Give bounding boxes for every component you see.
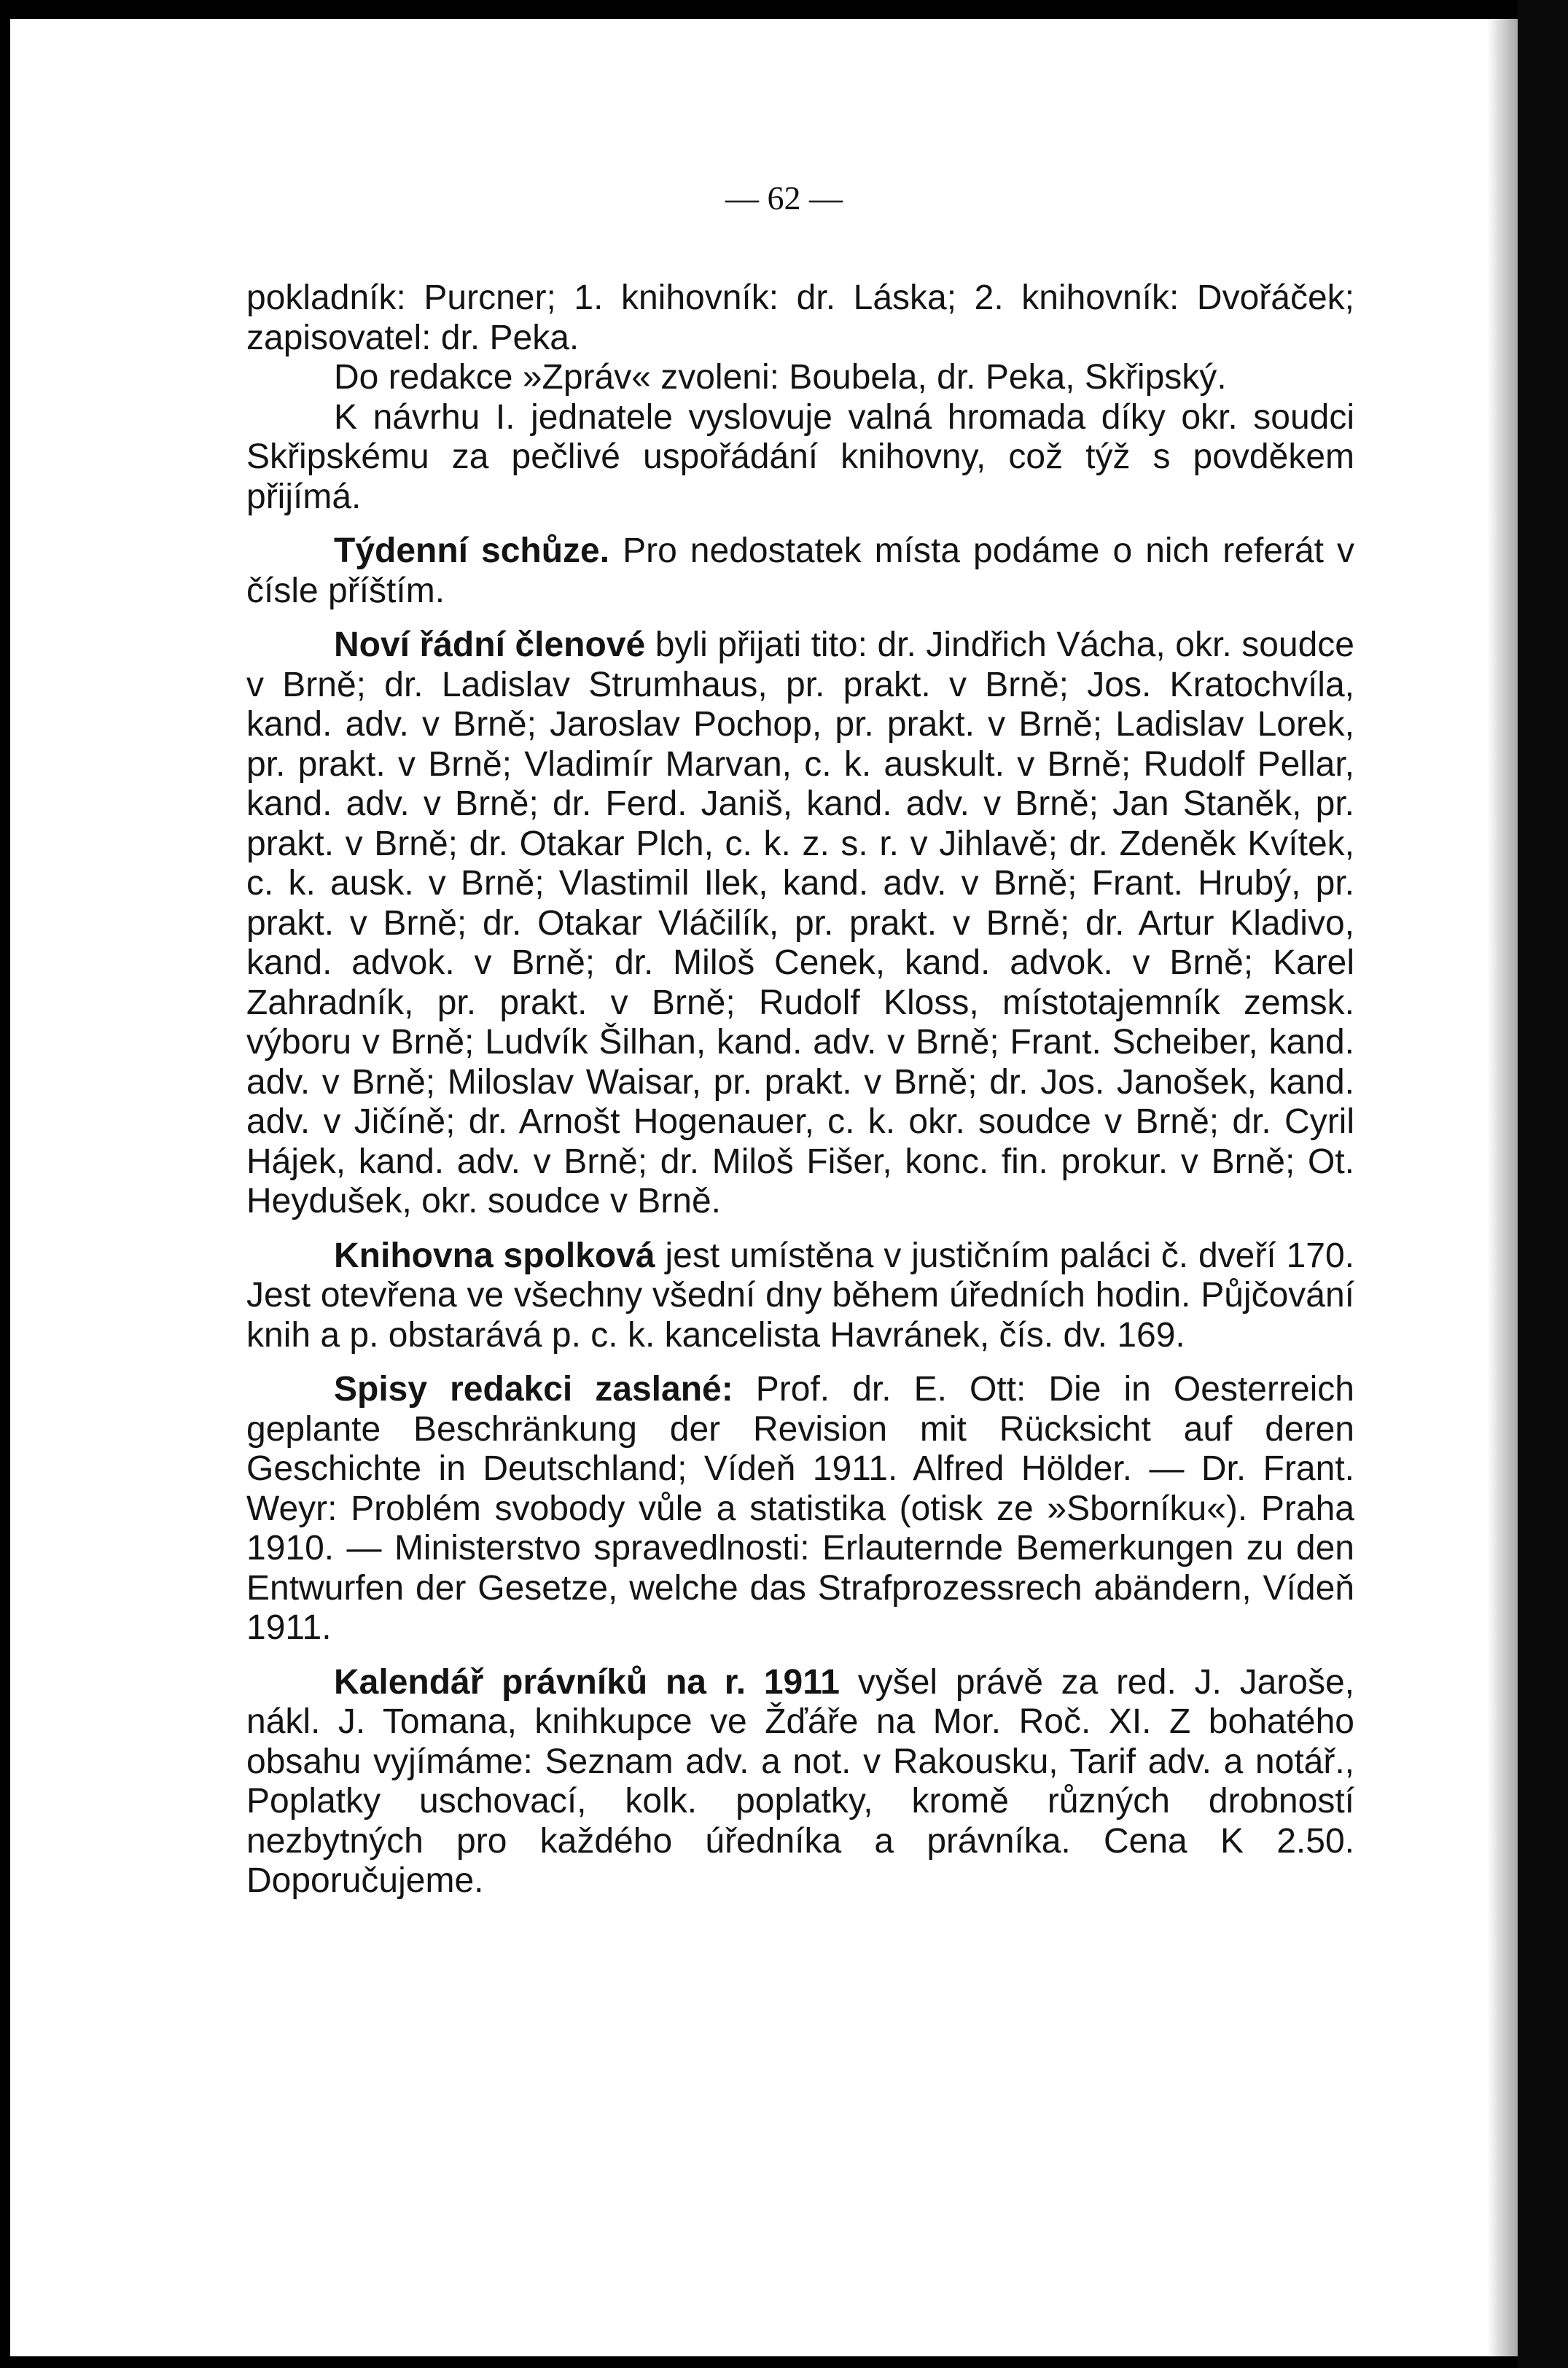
paragraph-new-members xyxy=(246,626,1354,1222)
scan-border xyxy=(1518,0,1568,2368)
library-heading: Knihovna spolková xyxy=(334,1236,655,1275)
lawyers-calendar-heading: Kalendář právníků na r. 1911 xyxy=(334,1662,840,1702)
paragraph-editorial-board: Do redakce »Zpráv« zvoleni: Boubela, dr. Peka, Skřipský. xyxy=(334,358,1227,397)
new-members-text: byli přijati tito: dr. Jindřich Vácha, okr. soudce v Brně; dr. Ladislav Strumhaus, pr. prakt. v Brně; Jos. Kratochvíla, kand. adv. v Brně; Jaroslav Pochop, pr. prakt. v Brně; Ladislav Lorek, pr. prakt. v Brně; Vladimír Marvan, c. k. auskult. v Brně; Rudolf Pellar, kand. adv. v Brně; dr. Ferd. Janiš, kand. adv. v Brně; Jan Staněk, pr. prakt. v Brně; dr. Otakar Plch, c. k. z. s. r. v Jihlavě; dr. Zdeněk Kvítek, c. k. ausk. v Brně; Vlastimil Ilek, kand. adv. v Brně; Frant. Hrubý, pr. prakt. v Brně; dr. Otakar Vláčilík, pr. prakt. v Brně; dr. Artur Kladivo, kand. advok. v Brně; dr. Miloš Cenek, kand. advok. v Brně; Karel Zahradník, pr. prakt. v Brně; Rudolf Kloss, místotajemník zemsk. výboru v Brně; Ludvík Šilhan, kand. adv. v Brně; Frant. Scheiber, kand. adv. v Brně; Miloslav Waisar, pr. prakt. v Brně; dr. Jos. Janošek, kand. adv. v Jičíně; dr. Arnošt Hogenauer, c. k. okr. soudce v Brně; dr. Cyril Hájek, kand. adv. v Brně; dr. Miloš Fišer, konc. fin. prokur. v Brně; Ot. Heydušek, okr. soudce v Brně. xyxy=(246,626,1355,1220)
paragraph-thanks: K návrhu I. jednatele vyslovuje valná hromada díky okr. soudci Skřipskému za pečlivé uspořádání knihovny, což týž s povděkem přijímá. xyxy=(246,397,1354,516)
page-gutter-shadow xyxy=(1487,19,1518,2356)
lawyers-calendar-text: vyšel právě za red. J. Jaroše, nákl. J. Tomana, knihkupce ve Žďáře na Mor. Roč. XI. Z bohatého obsahu vyjímáme: Seznam adv. a not. v Rakousku, Tarif adv. a notář., Poplatky uschovací, kolk. poplatky, kromě různých drobností nezbytných pro každého úředníka a právníka. Cena K 2.50. Doporučujeme. xyxy=(246,1662,1355,1900)
paragraph-weekly-meetings xyxy=(246,531,1354,611)
library-text: jest umístěna v justičním paláci č. dveří 170. Jest otevřena ve všechny všední dny během úředních hodin. Půjčování knih a p. obstarává p. c. k. kancelista Havránek, čís. dv. 169. xyxy=(246,1236,1354,1355)
weekly-meetings-text: Pro nedostatek místa podáme o nich referát v čísle příštím. xyxy=(246,531,1355,610)
page-number: — 62 — xyxy=(725,179,843,217)
weekly-meetings-heading: Týdenní schůze. xyxy=(334,531,610,570)
new-members-heading: Noví řádní členové xyxy=(334,626,646,664)
received-publications-heading: Spisy redakci zaslané: xyxy=(334,1370,733,1409)
page-body xyxy=(246,279,1354,1901)
paragraph-lawyers-calendar xyxy=(246,1663,1354,1901)
paragraph-received-publications xyxy=(246,1370,1354,1648)
paragraph-library xyxy=(246,1236,1354,1356)
received-publications-text: Prof. dr. E. Ott: Die in Oesterreich geplante Beschränkung der Revision mit Rücksicht auf deren Geschichte in Deutschland; Vídeň 1911. Alfred Hölder. — Dr. Frant. Weyr: Problém svobody vůle a statistika (otisk ze »Sborníku«). Praha 1910. — Ministerstvo spravedlnosti: Erlauternde Bemerkungen zu den Entwurfen der Gesetze, welche das Strafprozessrech abändern, Vídeň 1911. xyxy=(246,1370,1354,1647)
paragraph-officers: pokladník: Purcner; 1. knihovník: dr. Láska; 2. knihovník: Dvořáček; zapisovatel: dr. Peka. xyxy=(246,279,1354,357)
